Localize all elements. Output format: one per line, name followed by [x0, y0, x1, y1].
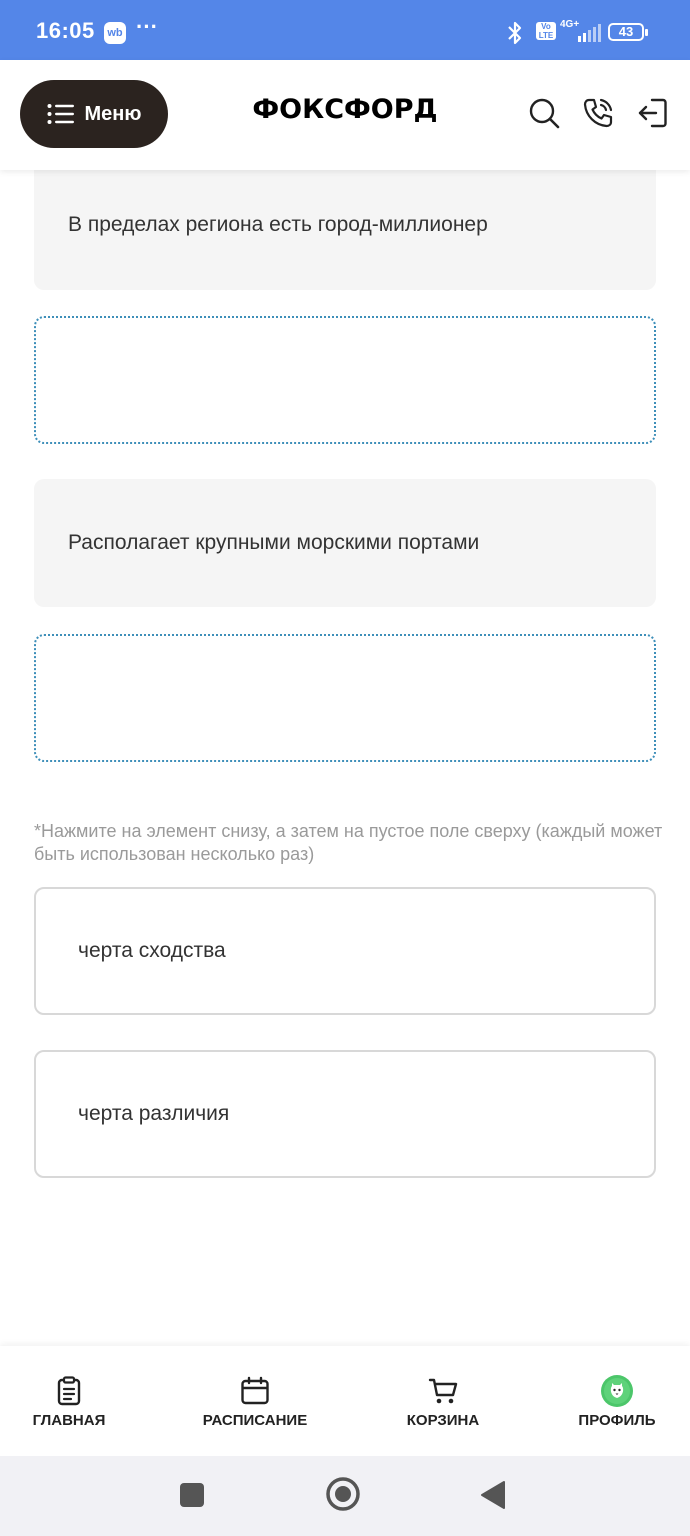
nav-label: ГЛАВНАЯ [32, 1412, 106, 1429]
foxford-logo[interactable]: ФОКСФОРД [252, 94, 438, 125]
instruction-hint: *Нажмите на элемент снизу, а затем на пустое поле сверху (каждый может быть использован несколько раз) [34, 821, 663, 864]
option-label: черта различия [78, 1102, 230, 1125]
answer-drop-zone[interactable] [34, 316, 656, 444]
answer-drop-zone[interactable] [34, 634, 656, 762]
nav-item-home[interactable] [20, 1346, 118, 1456]
answer-option[interactable] [34, 1050, 656, 1178]
nav-label: ПРОФИЛЬ [578, 1412, 656, 1429]
nav-item-cart[interactable] [398, 1346, 488, 1456]
profile-avatar-icon [600, 1374, 634, 1408]
search-icon[interactable] [527, 96, 561, 130]
nav-label: РАСПИСАНИЕ [202, 1412, 308, 1429]
home-icon[interactable] [325, 1476, 361, 1512]
app-header [0, 60, 690, 170]
volte-icon: Vo LTE [536, 22, 556, 40]
status-bar [0, 0, 690, 60]
document-icon [56, 1376, 82, 1406]
calendar-icon [240, 1376, 270, 1406]
cart-icon [428, 1376, 458, 1406]
answer-option[interactable] [34, 887, 656, 1015]
nav-label: КОРЗИНА [406, 1412, 480, 1429]
phone-call-icon[interactable] [581, 96, 615, 130]
network-type: 4G+ [560, 19, 580, 30]
status-time: 16:05 [36, 18, 95, 43]
nav-item-profile[interactable] [570, 1346, 664, 1456]
wb-app-icon: wb [104, 22, 126, 44]
statement-card [34, 160, 656, 290]
statement-text: Располагает крупными морскими портами [68, 531, 480, 554]
system-navigation-bar [0, 1456, 690, 1536]
more-notifications-icon: ··· [136, 14, 158, 39]
bottom-navigation [0, 1346, 690, 1456]
login-icon[interactable] [636, 96, 670, 130]
signal-icon [578, 24, 602, 42]
menu-label: Меню [84, 102, 142, 125]
option-label: черта сходства [78, 939, 226, 962]
recent-apps-icon[interactable] [179, 1482, 205, 1508]
statement-card [34, 479, 656, 607]
back-icon[interactable] [480, 1480, 506, 1510]
battery-level: 43 [618, 24, 634, 39]
statement-text: В пределах региона есть город-миллионер [68, 213, 488, 236]
battery-icon [608, 23, 644, 41]
bluetooth-icon [504, 20, 526, 46]
nav-item-schedule[interactable] [190, 1346, 320, 1456]
